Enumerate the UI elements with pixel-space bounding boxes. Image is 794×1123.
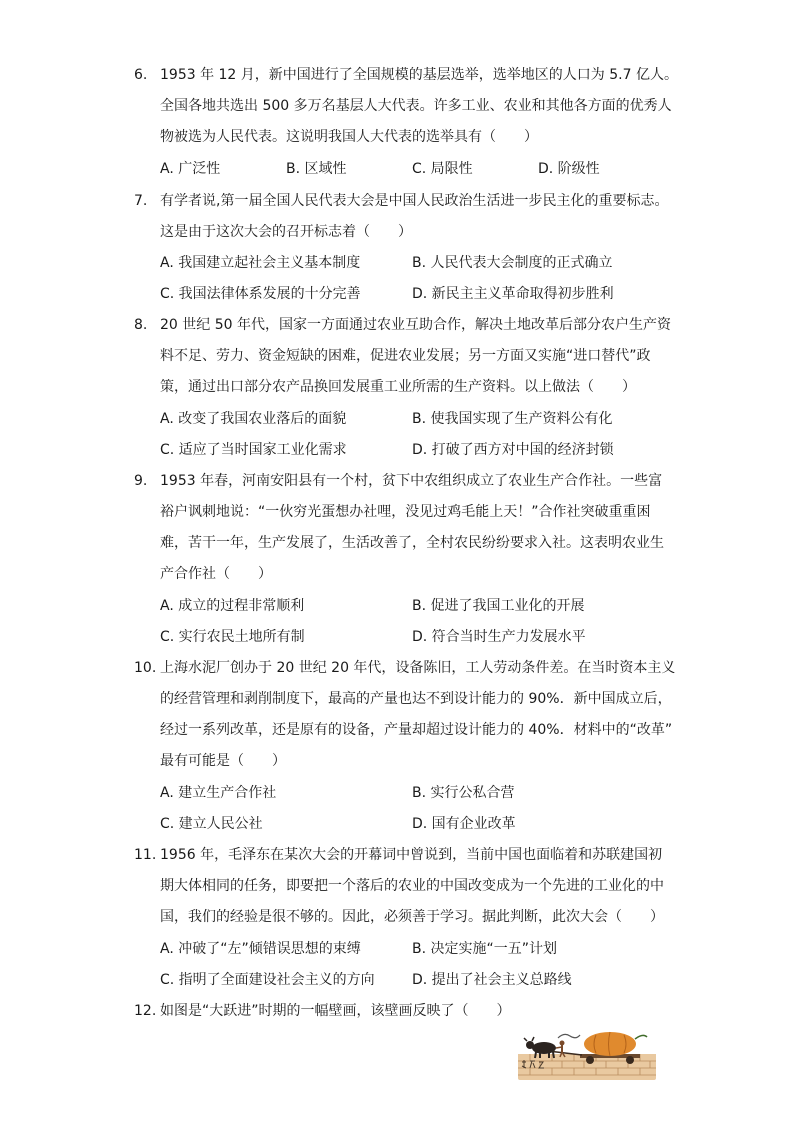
option-a[interactable]: A. 成立的过程非常顺利 bbox=[160, 598, 305, 614]
option-row bbox=[160, 154, 680, 185]
stem-line: 1953 年 12 月，新中国进行了全国规模的基层选举，选举地区的人口为 5.7 亿人。 bbox=[160, 67, 678, 83]
option-d[interactable]: D. 阶级性 bbox=[538, 161, 600, 177]
ox-cart-mural-icon bbox=[518, 1030, 656, 1080]
option-b[interactable]: B. 决定实施“一五”计划 bbox=[412, 941, 558, 957]
question-stem bbox=[160, 840, 680, 933]
stem-line: 经过一系列改革，还是原有的设备，产量却超过设计能力的 40%．材料中的“改革” bbox=[160, 722, 673, 738]
option-d[interactable]: D. 国有企业改革 bbox=[412, 816, 516, 832]
option-c[interactable]: C. 适应了当时国家工业化需求 bbox=[160, 442, 347, 458]
question-number: 9. bbox=[134, 473, 148, 489]
option-d[interactable]: D. 提出了社会主义总路线 bbox=[412, 972, 572, 988]
option-row bbox=[160, 622, 680, 653]
question-stem bbox=[160, 996, 680, 1027]
option-row bbox=[160, 778, 680, 809]
option-d[interactable]: D. 新民主主义革命取得初步胜利 bbox=[412, 286, 614, 302]
option-row bbox=[160, 404, 680, 435]
option-row bbox=[160, 248, 680, 279]
stem-line: 1956 年，毛泽东在某次大会的开幕词中曾说到，当前中国也面临着和苏联建国初 bbox=[160, 847, 663, 863]
option-b[interactable]: B. 区域性 bbox=[286, 161, 347, 177]
stem-line: 料不足、劳力、资金短缺的困难，促进农业发展；另一方面又实施“进口替代”政 bbox=[160, 348, 651, 364]
option-b[interactable]: B. 实行公私合营 bbox=[412, 785, 515, 801]
option-d[interactable]: D. 打破了西方对中国的经济封锁 bbox=[412, 442, 614, 458]
question-stem bbox=[160, 653, 680, 777]
option-row bbox=[160, 279, 680, 310]
option-a[interactable]: A. 建立生产合作社 bbox=[160, 785, 277, 801]
question-number: 6. bbox=[134, 67, 148, 83]
stem-line: 如图是“大跃进”时期的一幅壁画，该壁画反映了（ ） bbox=[160, 1003, 511, 1019]
option-grid bbox=[160, 778, 680, 840]
question-number: 12. bbox=[134, 1003, 157, 1019]
option-b[interactable]: B. 使我国实现了生产资料公有化 bbox=[412, 411, 613, 427]
option-b[interactable]: B. 人民代表大会制度的正式确立 bbox=[412, 255, 613, 271]
question-stem bbox=[160, 310, 680, 403]
option-a[interactable]: A. 冲破了“左”倾错误思想的束缚 bbox=[160, 941, 361, 957]
option-row bbox=[160, 809, 680, 840]
question-number: 7. bbox=[134, 193, 148, 209]
question-number: 11. bbox=[134, 847, 157, 863]
stem-line: 裕户讽刺地说：“一伙穷光蛋想办社哩，没见过鸡毛能上天！”合作社突破重重困 bbox=[160, 504, 651, 520]
option-c[interactable]: C. 实行农民土地所有制 bbox=[160, 629, 305, 645]
question-stem bbox=[160, 466, 680, 590]
option-a[interactable]: A. 改变了我国农业落后的面貌 bbox=[160, 411, 347, 427]
stem-line: 的经营管理和剥削制度下，最高的产量也达不到设计能力的 90%．新中国成立后， bbox=[160, 691, 672, 707]
option-c[interactable]: C. 我国法律体系发展的十分完善 bbox=[160, 286, 361, 302]
stem-line: 上海水泥厂创办于 20 世纪 20 年代，设备陈旧，工人劳动条件差。在当时资本主义 bbox=[160, 660, 676, 676]
stem-line: 有学者说,第一届全国人民代表大会是中国人民政治生活进一步民主化的重要标志。 bbox=[160, 193, 669, 209]
option-row bbox=[160, 435, 680, 466]
question-stem bbox=[160, 60, 680, 153]
option-grid bbox=[160, 248, 680, 310]
stem-line: 难，苦干一年，生产发展了，生活改善了，全村农民纷纷要求入社。这表明农业生 bbox=[160, 535, 664, 551]
stem-line: 物被选为人民代表。这说明我国人大代表的选举具有（ ） bbox=[160, 129, 538, 145]
option-b[interactable]: B. 促进了我国工业化的开展 bbox=[412, 598, 585, 614]
stem-line: 期大体相同的任务，即要把一个落后的农业的中国改变成为一个先进的工业化的中 bbox=[160, 878, 664, 894]
option-a[interactable]: A. 广泛性 bbox=[160, 161, 221, 177]
stem-line: 1953 年春，河南安阳县有一个村，贫下中农组织成立了农业生产合作社。一些富 bbox=[160, 473, 663, 489]
option-d[interactable]: D. 符合当时生产力发展水平 bbox=[412, 629, 586, 645]
option-row bbox=[160, 591, 680, 622]
option-grid bbox=[160, 404, 680, 466]
option-grid bbox=[160, 934, 680, 996]
question-stem bbox=[160, 186, 680, 248]
question-number: 8. bbox=[134, 317, 148, 333]
option-row bbox=[160, 934, 680, 965]
stem-line: 全国各地共选出 500 多万名基层人大代表。许多工业、农业和其他各方面的优秀人 bbox=[160, 98, 672, 114]
option-c[interactable]: C. 局限性 bbox=[412, 161, 473, 177]
stem-line: 策，通过出口部分农产品换回发展重工业所需的生产资料。以上做法（ ） bbox=[160, 379, 636, 395]
stem-line: 产合作社（ ） bbox=[160, 566, 272, 582]
question-number: 10. bbox=[134, 660, 157, 676]
option-a[interactable]: A. 我国建立起社会主义基本制度 bbox=[160, 255, 361, 271]
option-grid bbox=[160, 591, 680, 653]
stem-line: 国，我们的经验是很不够的。因此，必须善于学习。据此判断，此次大会（ ） bbox=[160, 909, 664, 925]
option-row bbox=[160, 965, 680, 996]
stem-line: 20 世纪 50 年代，国家一方面通过农业互助合作，解决土地改革后部分农户生产资 bbox=[160, 317, 671, 333]
stem-line: 这是由于这次大会的召开标志着（ ） bbox=[160, 224, 412, 240]
stem-line: 最有可能是（ ） bbox=[160, 753, 286, 769]
option-c[interactable]: C. 建立人民公社 bbox=[160, 816, 263, 832]
option-c[interactable]: C. 指明了全面建设社会主义的方向 bbox=[160, 972, 375, 988]
